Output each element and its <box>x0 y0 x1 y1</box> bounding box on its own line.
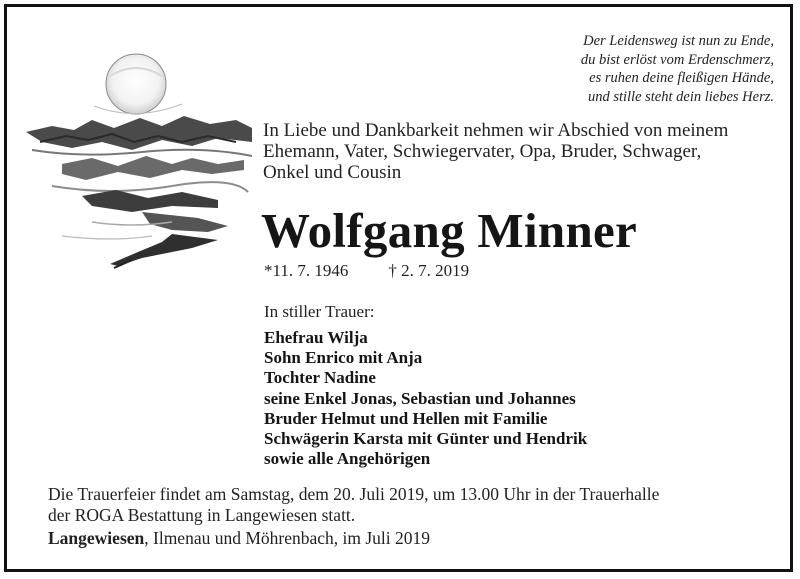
life-dates <box>264 261 469 281</box>
poem-line: es ruhen deine fleißigen Hände, <box>589 70 774 86</box>
poem-block <box>506 32 774 106</box>
intro-line: In Liebe und Dankbarkeit nehmen wir Abschied von meinem <box>263 120 729 141</box>
poem-line: und stille steht dein liebes Herz. <box>587 88 774 105</box>
intro-line: Ehemann, Vater, Schwiegervater, Opa, Bruder, Schwager, <box>263 141 702 162</box>
deceased-name: Wolfgang Minner <box>261 203 638 258</box>
mountain-range-icon <box>26 116 252 156</box>
mourner-entry: Schwägerin Karsta mit Günter und Hendrik <box>264 429 588 449</box>
mourners-list <box>264 328 587 469</box>
mourner-entry: seine Enkel Jonas, Sebastian und Johannes <box>264 388 576 408</box>
intro-line: Onkel und Cousin <box>263 162 402 183</box>
mourning-label: In stiller Trauer: <box>264 302 375 321</box>
poem-line: Der Leidensweg ist nun zu Ende, <box>583 33 774 49</box>
moon-landscape-drawing <box>22 46 254 270</box>
birth-date: *11. 7. 1946 <box>264 261 349 280</box>
ceremony-line: Die Trauerfeier findet am Samstag, dem 20. Juli 2019, um 13.00 Uhr in der Trauerhalle <box>48 484 660 504</box>
mourner-entry: Tochter Nadine <box>264 368 376 388</box>
poem-line: du bist erlöst vom Erdenschmerz, <box>580 51 774 68</box>
moon-icon <box>106 54 166 114</box>
place-date-line <box>48 528 430 549</box>
ceremony-line: der ROGA Bestattung in Langewiesen statt. <box>48 504 356 525</box>
hills-icon <box>52 156 248 212</box>
closing-rest: , Ilmenau und Möhrenbach, im Juli 2019 <box>144 528 431 548</box>
mourner-entry: Ehefrau Wilja <box>264 328 368 347</box>
mourner-entry: Bruder Helmut und Hellen mit Familie <box>264 408 548 428</box>
shoreline-icon <box>62 212 228 268</box>
ceremony-info <box>48 484 659 525</box>
mourner-entry: Sohn Enrico mit Anja <box>264 348 423 368</box>
closing-town: Langewiesen <box>48 528 145 548</box>
intro-text <box>263 120 783 183</box>
mourner-entry: sowie alle Angehörigen <box>264 449 431 469</box>
death-date: † 2. 7. 2019 <box>388 261 470 280</box>
